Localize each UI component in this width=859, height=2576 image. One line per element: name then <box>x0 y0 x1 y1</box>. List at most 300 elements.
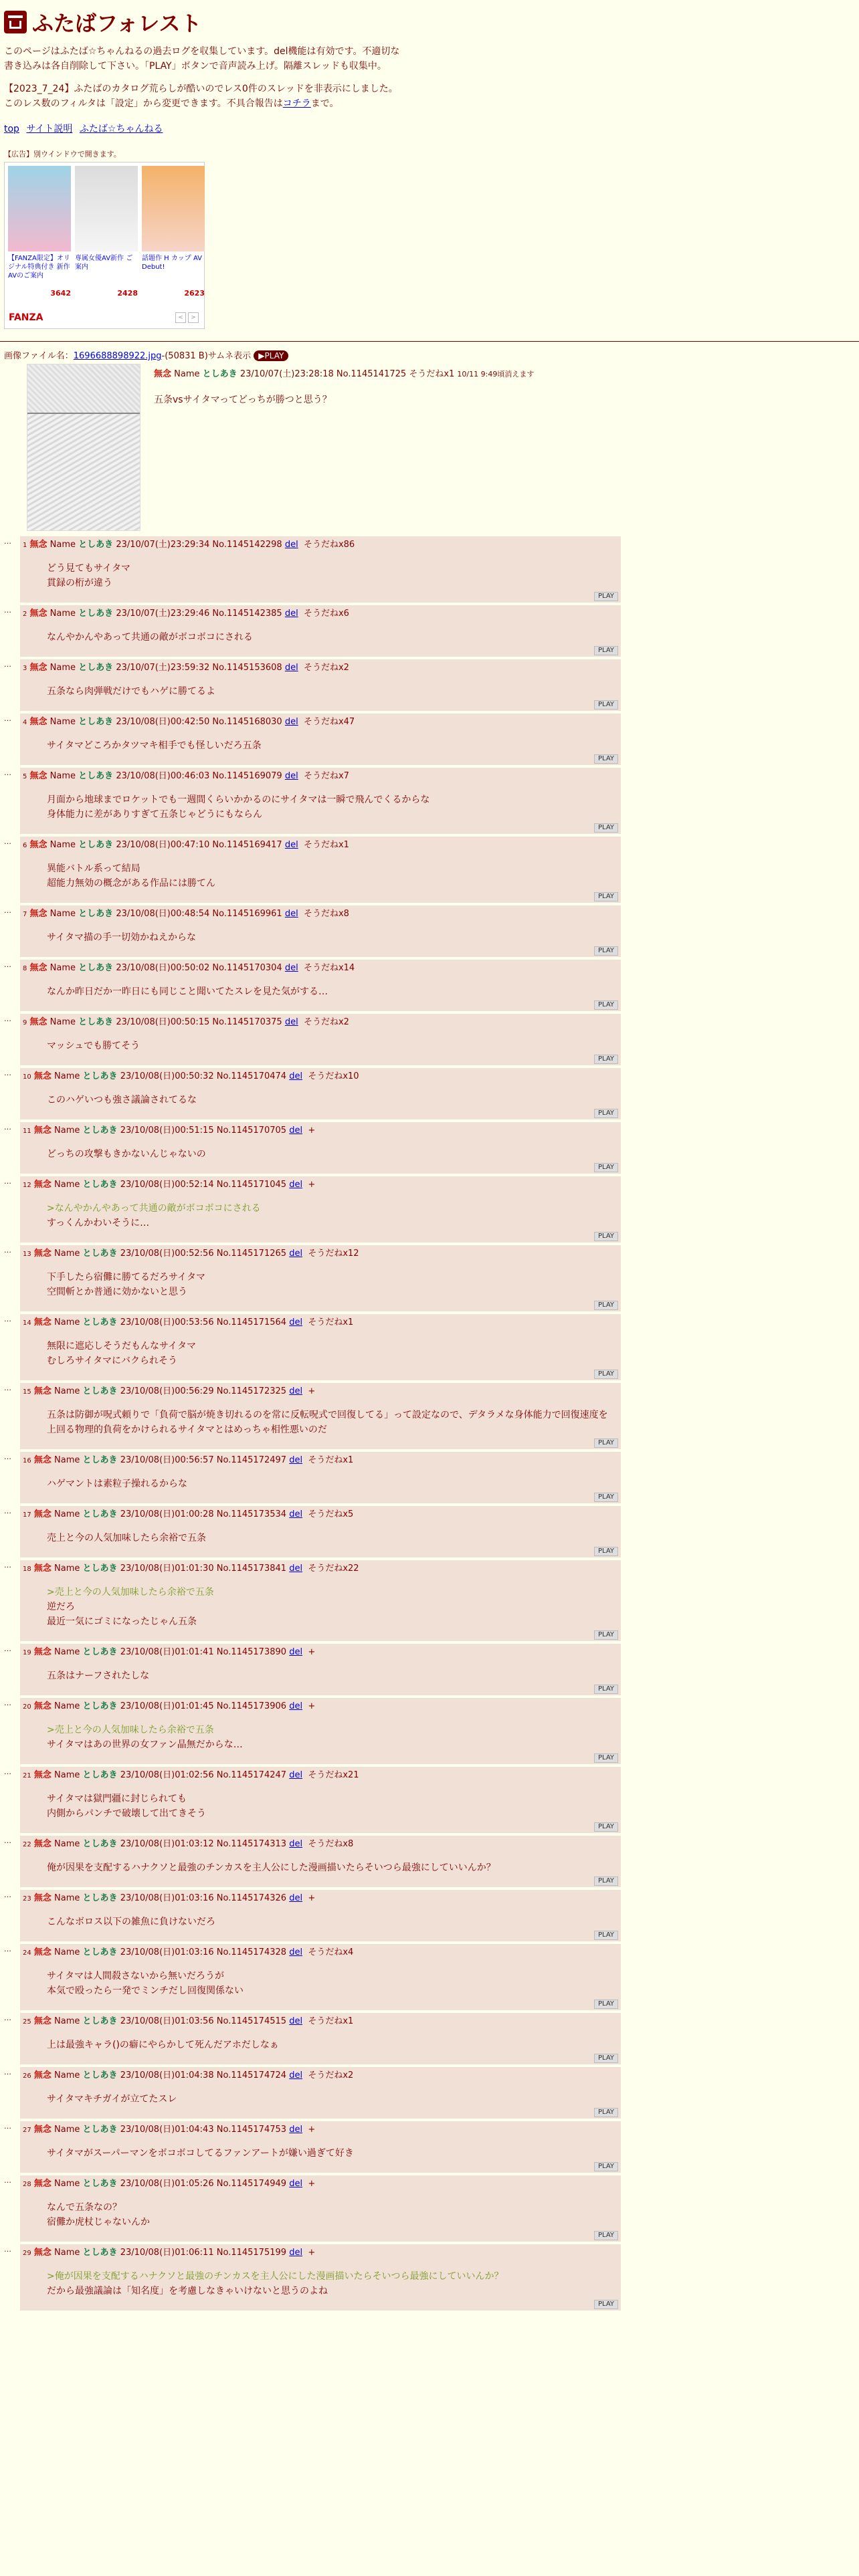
site-logo-icon[interactable] <box>4 11 27 33</box>
soudane-button[interactable]: そうだねx86 <box>303 540 355 550</box>
play-button[interactable]: PLAY <box>594 592 618 601</box>
soudane-button[interactable]: そうだねx1 <box>303 840 349 850</box>
chevron-left-icon[interactable]: < <box>175 312 186 323</box>
play-button[interactable]: PLAY <box>594 1931 618 1940</box>
reply-no[interactable]: No.1145173890 <box>216 1647 287 1657</box>
reply-date: 23/10/08(日)01:03:16 <box>120 1947 214 1957</box>
reply-date: 23/10/08(日)00:56:29 <box>120 1386 214 1396</box>
reply-poster: としあき <box>82 1509 118 1519</box>
reply-index: 19 <box>23 1649 31 1656</box>
reply-date: 23/10/08(日)00:51:15 <box>120 1125 214 1136</box>
body-line: なんか昨日だか一昨日にも同じこと聞いてたスレを見た気がする… <box>47 986 328 997</box>
play-button[interactable]: PLAY <box>594 1685 618 1694</box>
reply-date: 23/10/08(日)01:02:56 <box>120 1770 214 1780</box>
del-link[interactable]: del <box>289 2016 303 2026</box>
reply-body <box>47 684 617 699</box>
reply-post <box>20 2175 621 2242</box>
table-row <box>4 1245 852 1311</box>
reply-no[interactable]: No.1145174724 <box>216 2070 287 2080</box>
del-link[interactable]: del <box>289 1564 303 1574</box>
del-link[interactable]: del <box>284 1017 298 1027</box>
ellipsis-icon[interactable]: … <box>4 1246 11 1255</box>
notice-body: 【2023_7_24】ふたばのカタログ荒らしが酷いのでレス0件のスレッドを非表示にしました。このレス数のフィルタは「設定」から変更できます。不具合報告は <box>4 84 398 109</box>
play-button[interactable]: PLAY <box>594 1232 618 1241</box>
del-link[interactable]: del <box>289 1180 303 1190</box>
reply-header <box>23 1646 617 1659</box>
reply-no[interactable]: No.1145173906 <box>216 1701 287 1711</box>
ad-item-price: 2428 <box>117 289 138 298</box>
ellipsis-icon[interactable]: … <box>4 960 11 969</box>
reply-name-label: Name <box>54 1180 80 1190</box>
site-title[interactable]: ふたばフォレスト <box>32 11 202 36</box>
reply-name-label: Name <box>50 609 76 619</box>
soudane-button[interactable]: そうだねx8 <box>303 909 349 919</box>
reply-poster: としあき <box>78 963 114 973</box>
ellipsis-icon[interactable]: … <box>4 1453 11 1461</box>
reply-date: 23/10/08(日)00:53:56 <box>120 1317 214 1327</box>
ellipsis-icon[interactable]: … <box>4 1945 11 1953</box>
reply-name-label: Name <box>50 840 76 850</box>
reply-no[interactable]: No.1145172325 <box>216 1386 287 1396</box>
reply-no[interactable]: No.1145169961 <box>212 909 282 919</box>
reply-body <box>47 2038 617 2052</box>
reply-post <box>20 2013 621 2064</box>
soudane-button[interactable]: + <box>308 2125 316 2135</box>
play-button[interactable]: PLAY <box>594 1055 618 1064</box>
quote-line: >なんやかんやあって共通の敵がボコボコにされる <box>47 1203 261 1214</box>
body-line: 本気で殴ったら一発でミンチだし回復関係ない <box>47 1985 244 1996</box>
play-button[interactable]: PLAY <box>594 700 618 710</box>
reply-subject: 無念 <box>33 1647 52 1657</box>
del-link[interactable]: del <box>289 2125 303 2135</box>
reply-post <box>20 1890 621 1941</box>
reply-name-label: Name <box>54 1564 80 1574</box>
del-link[interactable]: del <box>284 771 298 781</box>
reply-date: 23/10/08(日)01:01:45 <box>120 1701 214 1711</box>
reply-post <box>20 1767 621 1833</box>
table-row <box>4 2067 852 2119</box>
soudane-button[interactable]: そうだねx10 <box>308 1071 359 1081</box>
del-link[interactable]: del <box>289 1125 303 1136</box>
reply-no[interactable]: No.1145169417 <box>212 840 282 850</box>
reply-index: 1 <box>23 542 27 549</box>
reply-name-label: Name <box>54 1249 80 1259</box>
reply-no[interactable]: No.1145168030 <box>212 717 282 727</box>
del-link[interactable]: del <box>289 1317 303 1327</box>
reply-post <box>20 1122 621 1174</box>
notice-tail: まで。 <box>310 98 339 109</box>
ellipsis-icon[interactable]: … <box>4 537 11 546</box>
ellipsis-icon[interactable]: … <box>4 1836 11 1845</box>
table-row <box>4 1506 852 1558</box>
ellipsis-icon[interactable]: … <box>4 1177 11 1186</box>
play-button[interactable]: PLAY <box>594 2231 618 2240</box>
del-link[interactable]: del <box>289 2179 303 2189</box>
reply-subject: 無念 <box>33 1249 52 1259</box>
table-row <box>4 1452 852 1503</box>
del-link[interactable]: del <box>284 909 298 919</box>
ellipsis-icon[interactable]: … <box>4 2014 11 2022</box>
ad-thumbnail[interactable] <box>142 166 205 251</box>
ad-item[interactable] <box>75 166 138 298</box>
ellipsis-icon[interactable]: … <box>4 1891 11 1899</box>
table-row <box>4 768 852 834</box>
ellipsis-icon[interactable]: … <box>4 1315 11 1323</box>
ellipsis-icon[interactable]: … <box>4 714 11 723</box>
reply-no[interactable]: No.1145170304 <box>212 963 282 973</box>
soudane-button[interactable]: そうだねx8 <box>308 1839 354 1849</box>
soudane-button[interactable]: そうだねx22 <box>308 1564 359 1574</box>
nav-about-link[interactable]: サイト説明 <box>26 124 73 134</box>
op-post <box>4 348 852 531</box>
reply-body <box>47 1339 617 1368</box>
del-link[interactable]: del <box>289 1893 303 1903</box>
bug-report-link[interactable]: コチラ <box>282 98 311 109</box>
soudane-button[interactable]: そうだねx12 <box>308 1249 359 1259</box>
play-button[interactable]: PLAY <box>594 1109 618 1118</box>
notice-text <box>4 82 405 111</box>
reply-index: 25 <box>23 2018 31 2026</box>
reply-no[interactable]: No.1145142385 <box>212 609 282 619</box>
del-link[interactable]: del <box>289 2070 303 2080</box>
reply-date: 23/10/08(日)01:05:26 <box>120 2179 214 2189</box>
reply-header <box>23 1317 617 1329</box>
reply-name-label: Name <box>50 963 76 973</box>
reply-no[interactable]: No.1145171045 <box>216 1180 287 1190</box>
ellipsis-icon[interactable]: … <box>4 606 11 615</box>
reply-index: 7 <box>23 911 27 918</box>
table-row <box>4 837 852 903</box>
soudane-button[interactable]: そうだねx2 <box>303 663 349 673</box>
table-row <box>4 905 852 957</box>
reply-no[interactable]: No.1145174326 <box>216 1893 287 1903</box>
reply-header <box>23 1509 617 1521</box>
reply-index: 11 <box>23 1128 31 1135</box>
reply-poster: としあき <box>82 2016 118 2026</box>
ellipsis-icon[interactable]: … <box>4 1123 11 1132</box>
op-play-button[interactable]: ▶PLAY <box>254 350 288 361</box>
body-line: サイタマがスーパーマンをボコボコしてるファンアートが嫌い過ぎて好き <box>47 2148 354 2159</box>
op-soudane[interactable]: そうだねx1 <box>409 369 455 379</box>
ad-item-price: 2623 <box>184 289 205 298</box>
reply-no[interactable]: No.1145173534 <box>216 1509 287 1519</box>
soudane-button[interactable]: そうだねx1 <box>308 1455 354 1465</box>
reply-subject: 無念 <box>33 1386 52 1396</box>
op-subject: 無念 <box>154 369 172 379</box>
ellipsis-icon[interactable]: … <box>4 906 11 915</box>
del-link[interactable]: del <box>289 1770 303 1780</box>
del-link[interactable]: del <box>284 963 298 973</box>
soudane-button[interactable]: そうだねx2 <box>303 1017 349 1027</box>
ellipsis-icon[interactable]: … <box>4 1069 11 1077</box>
del-link[interactable]: del <box>289 1386 303 1396</box>
reply-post <box>20 536 621 603</box>
body-line: 逆だろ <box>47 1602 75 1612</box>
ad-item[interactable] <box>8 166 71 298</box>
ad-pager <box>175 312 199 323</box>
reply-body <box>47 1147 617 1162</box>
reply-no[interactable]: No.1145174753 <box>216 2125 287 2135</box>
op-thumbnail[interactable] <box>27 364 140 531</box>
ad-item-text[interactable]: 専属女優AV新作 ご案内 <box>75 255 133 271</box>
table-row <box>4 1836 852 1887</box>
table-row <box>4 1890 852 1941</box>
reply-header <box>23 962 617 975</box>
play-button[interactable]: PLAY <box>594 646 618 655</box>
soudane-button[interactable]: そうだねx47 <box>303 717 355 727</box>
soudane-button[interactable]: + <box>308 1125 316 1136</box>
reply-no[interactable]: No.1145173841 <box>216 1564 287 1574</box>
play-button[interactable]: PLAY <box>594 1493 618 1502</box>
body-line: ハゲマントは素粒子操れるからな <box>47 1479 187 1489</box>
soudane-button[interactable]: + <box>308 2248 316 2258</box>
ellipsis-icon[interactable]: … <box>4 1644 11 1653</box>
body-line: 空間斬とか普通に効かないと思う <box>47 1287 187 1297</box>
body-line: だから最強議論は「知名度」を考慮しなきゃいけないと思うのよね <box>47 2286 328 2296</box>
del-link[interactable]: del <box>289 1701 303 1711</box>
del-link[interactable]: del <box>289 1455 303 1465</box>
table-row <box>4 659 852 711</box>
ellipsis-icon[interactable]: … <box>4 1384 11 1392</box>
del-link[interactable]: del <box>289 2248 303 2258</box>
play-button[interactable]: PLAY <box>594 2162 618 2171</box>
reply-header <box>23 1893 617 1905</box>
reply-no[interactable]: No.1145170705 <box>216 1125 287 1136</box>
ad-banner[interactable] <box>4 162 205 329</box>
play-button[interactable]: PLAY <box>594 2054 618 2063</box>
reply-body <box>47 930 617 945</box>
reply-poster: としあき <box>82 2248 118 2258</box>
reply-post <box>20 1644 621 1695</box>
reply-poster: としあき <box>82 1770 118 1780</box>
reply-subject: 無念 <box>33 2179 52 2189</box>
ad-item[interactable] <box>142 166 205 298</box>
ellipsis-icon[interactable]: … <box>4 1561 11 1570</box>
play-button[interactable]: PLAY <box>594 1876 618 1886</box>
play-button[interactable]: PLAY <box>594 1438 618 1448</box>
nav-futaba-link[interactable]: ふたば☆ちゃんねる <box>79 124 163 134</box>
play-button[interactable]: PLAY <box>594 2300 618 2309</box>
chevron-right-icon[interactable]: > <box>188 312 199 323</box>
reply-subject: 無念 <box>29 840 47 850</box>
manga-panel-bottom <box>27 414 140 531</box>
ellipsis-icon[interactable]: … <box>4 1767 11 1776</box>
reply-poster: としあき <box>82 1125 118 1136</box>
reply-post <box>20 1452 621 1503</box>
play-button[interactable]: PLAY <box>594 1163 618 1172</box>
reply-name-label: Name <box>50 1017 76 1027</box>
ellipsis-icon[interactable]: … <box>4 768 11 777</box>
reply-subject: 無念 <box>29 1017 47 1027</box>
op-file-info <box>4 348 852 361</box>
reply-name-label: Name <box>50 717 76 727</box>
reply-no[interactable]: No.1145142298 <box>212 540 282 550</box>
ad-item-text[interactable]: 話題作 H カップ AV Debut! <box>142 255 202 271</box>
soudane-button[interactable]: そうだねx21 <box>308 1770 359 1780</box>
ad-label: 【広告】別ウインドウで開きます。 <box>4 150 121 158</box>
ellipsis-icon[interactable]: … <box>4 2245 11 2254</box>
play-button[interactable]: PLAY <box>594 1630 618 1640</box>
reply-no[interactable]: No.1145174313 <box>216 1839 287 1849</box>
del-link[interactable]: del <box>289 1647 303 1657</box>
play-button[interactable]: PLAY <box>594 2108 618 2117</box>
ellipsis-icon[interactable]: … <box>4 1014 11 1023</box>
nav-top-link[interactable]: top <box>4 124 19 134</box>
soudane-button[interactable]: そうだねx1 <box>308 2016 354 2026</box>
ellipsis-icon[interactable]: … <box>4 2176 11 2185</box>
del-link[interactable]: del <box>289 1071 303 1081</box>
ellipsis-icon[interactable]: … <box>4 1699 11 1707</box>
reply-subject: 無念 <box>29 909 47 919</box>
reply-post <box>20 905 621 957</box>
reply-subject: 無念 <box>33 1770 52 1780</box>
del-link[interactable]: del <box>289 1249 303 1259</box>
reply-name-label: Name <box>50 540 76 550</box>
del-link[interactable]: del <box>284 663 298 673</box>
file-meta: -(50831 B)サムネ表示 <box>161 351 252 361</box>
soudane-button[interactable]: そうだねx4 <box>308 1947 354 1957</box>
reply-post <box>20 768 621 834</box>
manga-panel-top <box>27 364 140 414</box>
play-button[interactable]: PLAY <box>594 946 618 956</box>
body-line: サイタマ描の手一切効かねえからな <box>47 932 197 943</box>
reply-no[interactable]: No.1145172497 <box>216 1455 287 1465</box>
play-button[interactable]: PLAY <box>594 1822 618 1832</box>
reply-post <box>20 1068 621 1119</box>
reply-name-label: Name <box>54 1071 80 1081</box>
reply-body <box>47 1723 617 1752</box>
del-link[interactable]: del <box>284 717 298 727</box>
reply-no[interactable]: No.1145174247 <box>216 1770 287 1780</box>
reply-no[interactable]: No.1145171564 <box>216 1317 287 1327</box>
ad-brand-logo[interactable]: FANZA <box>9 312 43 323</box>
reply-no[interactable]: No.1145170474 <box>216 1071 287 1081</box>
ellipsis-icon[interactable]: … <box>4 2068 11 2076</box>
play-button[interactable]: PLAY <box>594 754 618 764</box>
reply-header <box>23 1248 617 1261</box>
body-line: サイタマは人間殺さないから無いだろうが <box>47 1971 225 1981</box>
soudane-button[interactable]: そうだねx7 <box>303 771 349 781</box>
reply-date: 23/10/08(日)01:03:56 <box>120 2016 214 2026</box>
reply-subject: 無念 <box>33 1125 52 1136</box>
del-link[interactable]: del <box>289 1509 303 1519</box>
play-button[interactable]: PLAY <box>594 1370 618 1379</box>
soudane-button[interactable]: + <box>308 1701 316 1711</box>
body-line: 無限に遮応しそうだもんなサイタマ <box>47 1341 197 1352</box>
reply-name-label: Name <box>54 1839 80 1849</box>
reply-no[interactable]: No.1145153608 <box>212 663 282 673</box>
play-button[interactable]: PLAY <box>594 823 618 833</box>
play-button[interactable]: PLAY <box>594 892 618 901</box>
reply-poster: としあき <box>78 909 114 919</box>
del-link[interactable]: del <box>284 609 298 619</box>
soudane-button[interactable]: + <box>308 1893 316 1903</box>
soudane-button[interactable]: そうだねx1 <box>308 1317 354 1327</box>
ad-thumbnail[interactable] <box>75 166 138 251</box>
ellipsis-icon[interactable]: … <box>4 1507 11 1515</box>
reply-date: 23/10/08(日)00:52:14 <box>120 1180 214 1190</box>
del-link[interactable]: del <box>289 1839 303 1849</box>
soudane-button[interactable]: そうだねx2 <box>308 2070 354 2080</box>
reply-no[interactable]: No.1145169079 <box>212 771 282 781</box>
table-row <box>4 1176 852 1243</box>
reply-header <box>23 1947 617 1959</box>
reply-header <box>23 839 617 852</box>
play-button[interactable]: PLAY <box>594 1753 618 1763</box>
soudane-button[interactable]: + <box>308 1180 316 1190</box>
reply-no[interactable]: No.1145174515 <box>216 2016 287 2026</box>
play-button[interactable]: PLAY <box>594 1547 618 1556</box>
reply-date: 23/10/08(日)01:04:38 <box>120 2070 214 2080</box>
reply-index: 16 <box>23 1457 31 1465</box>
reply-body <box>47 1270 617 1299</box>
del-link[interactable]: del <box>284 540 298 550</box>
reply-poster: としあき <box>82 1893 118 1903</box>
soudane-button[interactable]: そうだねx5 <box>308 1509 354 1519</box>
reply-no[interactable]: No.1145174949 <box>216 2179 287 2189</box>
ellipsis-icon[interactable]: … <box>4 660 11 669</box>
reply-subject: 無念 <box>33 1564 52 1574</box>
ellipsis-icon[interactable]: … <box>4 2122 11 2131</box>
table-row <box>4 2121 852 2173</box>
reply-header <box>23 1016 617 1029</box>
del-link[interactable]: del <box>289 1947 303 1957</box>
ad-section <box>4 148 852 329</box>
reply-date: 23/10/08(日)00:42:50 <box>116 717 210 727</box>
reply-no[interactable]: No.1145175199 <box>216 2248 287 2258</box>
reply-name-label: Name <box>50 663 76 673</box>
reply-header <box>23 716 617 729</box>
body-line: なんやかんやあって共通の敵がボコボコにされる <box>47 632 253 643</box>
reply-index: 24 <box>23 1949 31 1957</box>
reply-name-label: Name <box>54 2125 80 2135</box>
reply-name-label: Name <box>54 1455 80 1465</box>
ad-thumbnail[interactable] <box>8 166 71 251</box>
soudane-button[interactable]: + <box>308 1647 316 1657</box>
file-label: 画像ファイル名： <box>4 351 74 361</box>
soudane-button[interactable]: そうだねx14 <box>303 963 355 973</box>
reply-date: 23/10/08(日)01:04:43 <box>120 2125 214 2135</box>
soudane-button[interactable]: + <box>308 1386 316 1396</box>
del-link[interactable]: del <box>284 840 298 850</box>
reply-index: 15 <box>23 1388 31 1396</box>
reply-name-label: Name <box>54 1701 80 1711</box>
reply-no[interactable]: No.1145171265 <box>216 1249 287 1259</box>
soudane-button[interactable]: + <box>308 2179 316 2189</box>
reply-header <box>23 662 617 675</box>
play-button[interactable]: PLAY <box>594 2000 618 2009</box>
play-button[interactable]: PLAY <box>594 1000 618 1010</box>
reply-index: 8 <box>23 965 27 972</box>
reply-post <box>20 960 621 1011</box>
body-line: 五条なら肉弾戦だけでもハゲに勝てるよ <box>47 686 215 697</box>
reply-post <box>20 1506 621 1558</box>
reply-index: 28 <box>23 2181 31 2188</box>
reply-poster: としあき <box>78 717 114 727</box>
ellipsis-icon[interactable]: … <box>4 837 11 846</box>
body-line: 五条は防御が呪式頼りで「負荷で脳が焼き切れるのを常に反転呪式で回復してる」って設定なので、デタラメな身体能力で回復速度を上回る物理的負荷をかけられるサイタマとはめっちゃ相性悪いのだ <box>47 1410 608 1435</box>
reply-no[interactable]: No.1145174328 <box>216 1947 287 1957</box>
reply-poster: としあき <box>82 1947 118 1957</box>
reply-poster: としあき <box>82 1386 118 1396</box>
reply-no[interactable]: No.1145170375 <box>212 1017 282 1027</box>
reply-post <box>20 1014 621 1065</box>
play-button[interactable]: PLAY <box>594 1301 618 1310</box>
soudane-button[interactable]: そうだねx6 <box>303 609 349 619</box>
ad-item-text[interactable]: 【FANZA限定】オリジナル特典付き 新作AVのご案内 <box>8 255 70 280</box>
file-name-link[interactable]: 1696688898922.jpg <box>73 351 162 361</box>
reply-poster: としあき <box>78 840 114 850</box>
